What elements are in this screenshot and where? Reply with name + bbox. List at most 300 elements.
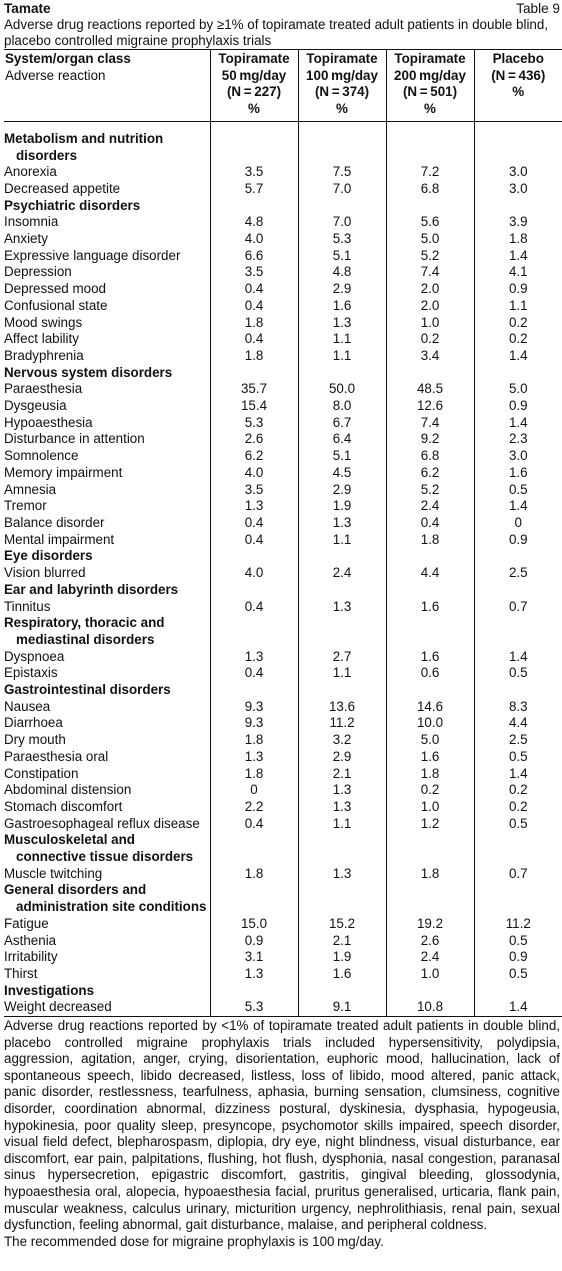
reaction-label: Vision blurred xyxy=(4,565,86,581)
empty-cell xyxy=(474,548,562,565)
value-cell: 1.0 xyxy=(386,315,474,332)
value-cell: 5.7 xyxy=(210,181,298,198)
value-cell: 0.4 xyxy=(210,532,298,549)
table-row xyxy=(4,649,562,666)
value-cell: 1.8 xyxy=(386,532,474,549)
value-cell: 6.2 xyxy=(210,448,298,465)
value-cell: 1.8 xyxy=(210,348,298,365)
value-cell: 2.5 xyxy=(474,565,562,582)
reaction-label: Amnesia xyxy=(4,481,57,497)
table-row xyxy=(4,933,562,950)
value-cell: 0.4 xyxy=(210,816,298,833)
empty-cell xyxy=(210,121,298,147)
page-header xyxy=(4,0,560,17)
table-row xyxy=(4,465,562,482)
value-cell: 0.2 xyxy=(474,782,562,799)
empty-cell xyxy=(298,849,386,866)
value-cell: 3.2 xyxy=(298,732,386,749)
value-cell: 1.4 xyxy=(474,649,562,666)
category-row xyxy=(4,582,562,599)
column-header-line: (N = 374) xyxy=(314,84,370,100)
empty-cell xyxy=(298,632,386,649)
table-row xyxy=(4,448,562,465)
value-cell: 1.8 xyxy=(210,732,298,749)
category-label: Nervous system disorders xyxy=(4,364,173,380)
reaction-label: Paraesthesia xyxy=(4,381,83,397)
dosage-note: The recommended dose for migraine prophylaxis is 100 mg/day. xyxy=(4,1233,384,1249)
reaction-label: Irritability xyxy=(4,949,58,965)
category-label: administration site conditions xyxy=(16,899,207,915)
table-row xyxy=(4,565,562,582)
value-cell: 1.3 xyxy=(210,966,298,983)
value-cell: 14.6 xyxy=(386,699,474,716)
empty-cell xyxy=(474,882,562,899)
value-cell: 19.2 xyxy=(386,916,474,933)
value-cell: 9.2 xyxy=(386,431,474,448)
value-cell: 4.0 xyxy=(210,465,298,482)
value-cell: 0 xyxy=(474,515,562,532)
category-label: Eye disorders xyxy=(4,548,93,564)
empty-cell xyxy=(210,198,298,215)
value-cell: 1.4 xyxy=(474,248,562,265)
value-cell: 1.1 xyxy=(298,532,386,549)
value-cell: 2.7 xyxy=(298,649,386,666)
value-cell: 5.3 xyxy=(210,999,298,1016)
empty-cell xyxy=(386,121,474,147)
value-cell: 1.3 xyxy=(298,782,386,799)
value-cell: 2.0 xyxy=(386,281,474,298)
value-cell: 4.8 xyxy=(298,264,386,281)
value-cell: 35.7 xyxy=(210,381,298,398)
value-cell: 0.9 xyxy=(474,532,562,549)
category-row xyxy=(4,615,562,632)
category-label: Musculoskeletal and xyxy=(4,832,135,848)
category-row xyxy=(4,983,562,1000)
empty-cell xyxy=(298,548,386,565)
value-cell: 1.8 xyxy=(386,766,474,783)
category-label: Metabolism and nutrition xyxy=(4,130,164,146)
value-cell: 1.3 xyxy=(298,315,386,332)
empty-cell xyxy=(298,198,386,215)
empty-cell xyxy=(474,198,562,215)
empty-cell xyxy=(386,548,474,565)
table-row xyxy=(4,715,562,732)
empty-cell xyxy=(386,615,474,632)
value-cell: 0.2 xyxy=(474,331,562,348)
column-header-line: (N = 501) xyxy=(402,84,458,100)
reaction-label: Thirst xyxy=(4,965,38,981)
value-cell: 8.0 xyxy=(298,398,386,415)
value-cell: 11.2 xyxy=(298,715,386,732)
value-cell: 3.5 xyxy=(210,482,298,499)
column-header-line: Topiramate xyxy=(218,51,290,66)
column-header-line: Placebo xyxy=(492,51,544,66)
value-cell: 1.6 xyxy=(386,749,474,766)
value-cell: 0.2 xyxy=(474,799,562,816)
empty-cell xyxy=(210,548,298,565)
value-cell: 4.0 xyxy=(210,231,298,248)
value-cell: 0.2 xyxy=(474,315,562,332)
table-row xyxy=(4,515,562,532)
reaction-label: Muscle twitching xyxy=(4,865,103,881)
product-title: Tamate xyxy=(4,1,51,16)
empty-cell xyxy=(474,148,562,165)
empty-cell xyxy=(474,582,562,599)
value-cell: 1.1 xyxy=(298,816,386,833)
reaction-label: Mental impairment xyxy=(4,531,115,547)
table-body xyxy=(4,121,562,1016)
empty-cell xyxy=(474,682,562,699)
value-cell: 1.4 xyxy=(474,415,562,432)
empty-cell xyxy=(298,899,386,916)
value-cell: 1.0 xyxy=(386,799,474,816)
reaction-label: Dysgeusia xyxy=(4,398,67,414)
empty-cell xyxy=(298,365,386,382)
empty-cell xyxy=(474,983,562,1000)
category-row xyxy=(4,365,562,382)
column-header-line: 200 mg/day xyxy=(394,67,466,83)
value-cell: 1.6 xyxy=(474,465,562,482)
value-cell: 0.7 xyxy=(474,866,562,883)
value-cell: 2.6 xyxy=(210,431,298,448)
value-cell: 7.0 xyxy=(298,181,386,198)
reaction-label: Tremor xyxy=(4,498,47,514)
table-row xyxy=(4,264,562,281)
value-cell: 3.5 xyxy=(210,164,298,181)
value-cell: 4.5 xyxy=(298,465,386,482)
value-cell: 13.6 xyxy=(298,699,386,716)
empty-cell xyxy=(210,983,298,1000)
reaction-label: Tinnitus xyxy=(4,598,51,614)
empty-cell xyxy=(210,582,298,599)
empty-cell xyxy=(474,121,562,147)
value-cell: 0.4 xyxy=(210,665,298,682)
category-label: mediastinal disorders xyxy=(16,631,155,647)
empty-cell xyxy=(474,615,562,632)
empty-cell xyxy=(298,832,386,849)
column-header-class xyxy=(4,50,210,122)
table-row xyxy=(4,248,562,265)
value-cell: 0.4 xyxy=(210,515,298,532)
category-label: Psychiatric disorders xyxy=(4,197,141,213)
column-header-line: System/organ class xyxy=(5,51,131,66)
value-cell: 5.2 xyxy=(386,482,474,499)
column-header-line: 50 mg/day xyxy=(221,67,287,83)
category-label: disorders xyxy=(16,147,78,163)
reaction-label: Abdominal distension xyxy=(4,782,132,798)
reaction-label: Gastroesophageal reflux disease xyxy=(4,815,200,831)
reaction-label: Decreased appetite xyxy=(4,180,121,196)
table-row xyxy=(4,532,562,549)
table-row xyxy=(4,415,562,432)
table-row xyxy=(4,966,562,983)
empty-cell xyxy=(210,682,298,699)
column-header-line: (N = 436) xyxy=(491,67,546,83)
value-cell: 3.5 xyxy=(210,264,298,281)
empty-cell xyxy=(386,682,474,699)
value-cell: 5.6 xyxy=(386,214,474,231)
column-header-line: 100 mg/day xyxy=(306,67,378,83)
reaction-label: Stomach discomfort xyxy=(4,798,123,814)
category-label: Investigations xyxy=(4,982,95,998)
value-cell: 1.4 xyxy=(474,999,562,1016)
value-cell: 5.2 xyxy=(386,248,474,265)
empty-cell xyxy=(298,148,386,165)
empty-cell xyxy=(386,832,474,849)
reaction-label: Expressive language disorder xyxy=(4,247,181,263)
value-cell: 1.6 xyxy=(386,649,474,666)
value-cell: 1.4 xyxy=(474,498,562,515)
reaction-label: Dry mouth xyxy=(4,732,66,748)
value-cell: 1.3 xyxy=(298,515,386,532)
value-cell: 2.9 xyxy=(298,281,386,298)
category-row xyxy=(4,849,562,866)
value-cell: 0.4 xyxy=(210,331,298,348)
value-cell: 0.4 xyxy=(210,599,298,616)
value-cell: 7.4 xyxy=(386,415,474,432)
value-cell: 5.1 xyxy=(298,248,386,265)
value-cell: 50.0 xyxy=(298,381,386,398)
empty-cell xyxy=(386,198,474,215)
value-cell: 0.7 xyxy=(474,599,562,616)
value-cell: 11.2 xyxy=(474,916,562,933)
reaction-label: Disturbance in attention xyxy=(4,431,145,447)
category-label: connective tissue disorders xyxy=(16,849,194,865)
empty-cell xyxy=(210,882,298,899)
column-header-line: Adverse reaction xyxy=(5,67,106,83)
value-cell: 5.3 xyxy=(298,231,386,248)
reaction-label: Dyspnoea xyxy=(4,648,65,664)
value-cell: 2.1 xyxy=(298,766,386,783)
table-row xyxy=(4,231,562,248)
table-header-row xyxy=(4,50,562,122)
column-header-line: % xyxy=(424,101,436,117)
category-row xyxy=(4,148,562,165)
table-row xyxy=(4,816,562,833)
reaction-label: Epistaxis xyxy=(4,665,58,681)
category-row xyxy=(4,682,562,699)
value-cell: 7.0 xyxy=(298,214,386,231)
table-row xyxy=(4,949,562,966)
table-row xyxy=(4,331,562,348)
value-cell: 0 xyxy=(210,782,298,799)
empty-cell xyxy=(298,983,386,1000)
reaction-label: Somnolence xyxy=(4,448,79,464)
value-cell: 2.4 xyxy=(386,949,474,966)
empty-cell xyxy=(386,365,474,382)
empty-cell xyxy=(210,632,298,649)
value-cell: 0.9 xyxy=(474,949,562,966)
value-cell: 4.1 xyxy=(474,264,562,281)
value-cell: 2.4 xyxy=(298,565,386,582)
reaction-label: Anxiety xyxy=(4,231,48,247)
table-footnote: Adverse drug reactions reported by <1% of topiramate treated adult patients in double blind, placebo controlled migraine prophylaxis trials included hypersensitivity, polydipsia, aggression, agitation, anger, crying, disorientation, euphoric mood, hallucination, lack of spontaneous speech, libido decreased, listless, loss of libido, mood altered, panic attack, panic disorder, restlessness, tearfulness, aphasia, burning sensation, clumsiness, cognitive disorder, coordination abnormal, dizziness postural, dyskinesia, dysphasia, hypogeusia, hypokinesia, poor quality sleep, presyncope, psychomotor skills impaired, speech disorder, visual field defect, blepharospasm, diplopia, dry eye, night blindness, visual disturbance, ear discomfort, ear pain, palpitations, flushing, hot flush, dysphonia, nasal congestion, paranasal sinus hypersecretion, epigastric discomfort, gastritis, gingival bleeding, glossodynia, hypoaesthesia oral, alopecia, hypoaesthesia facial, pruritus generalised, urticaria, flank pain, muscular weakness, calculus urinary, micturition urgency, nephrolithiasis, renal pain, sexual dysfunction, feeling abnormal, gait disturbance, malaise, and peripheral coldness. xyxy=(4,1018,560,1233)
table-row xyxy=(4,916,562,933)
empty-cell xyxy=(386,882,474,899)
table-row xyxy=(4,164,562,181)
value-cell: 6.7 xyxy=(298,415,386,432)
value-cell: 9.1 xyxy=(298,999,386,1016)
value-cell: 6.6 xyxy=(210,248,298,265)
table-row xyxy=(4,348,562,365)
reaction-label: Diarrhoea xyxy=(4,715,63,731)
column-header-200mg xyxy=(386,50,474,122)
category-row xyxy=(4,121,562,147)
category-row xyxy=(4,832,562,849)
value-cell: 2.0 xyxy=(386,298,474,315)
column-header-line: Topiramate xyxy=(306,51,378,66)
reaction-label: Paraesthesia oral xyxy=(4,748,109,764)
empty-cell xyxy=(210,849,298,866)
value-cell: 1.3 xyxy=(210,749,298,766)
table-row xyxy=(4,999,562,1016)
category-row xyxy=(4,882,562,899)
value-cell: 1.1 xyxy=(474,298,562,315)
category-row xyxy=(4,198,562,215)
column-header-line: % xyxy=(512,84,525,100)
category-label: Respiratory, thoracic and xyxy=(4,615,165,631)
value-cell: 48.5 xyxy=(386,381,474,398)
value-cell: 15.0 xyxy=(210,916,298,933)
value-cell: 2.9 xyxy=(298,482,386,499)
empty-cell xyxy=(298,121,386,147)
value-cell: 5.0 xyxy=(474,381,562,398)
table-row xyxy=(4,181,562,198)
value-cell: 0.2 xyxy=(386,331,474,348)
value-cell: 8.3 xyxy=(474,699,562,716)
value-cell: 0.5 xyxy=(474,749,562,766)
value-cell: 5.0 xyxy=(386,732,474,749)
value-cell: 5.1 xyxy=(298,448,386,465)
column-header-line: Topiramate xyxy=(394,51,466,66)
table-row xyxy=(4,599,562,616)
reaction-label: Balance disorder xyxy=(4,514,105,530)
table-row xyxy=(4,281,562,298)
value-cell: 0.4 xyxy=(386,515,474,532)
value-cell: 0.9 xyxy=(474,398,562,415)
reaction-label: Nausea xyxy=(4,698,51,714)
table-row xyxy=(4,315,562,332)
empty-cell xyxy=(298,882,386,899)
value-cell: 1.1 xyxy=(298,665,386,682)
value-cell: 0.5 xyxy=(474,816,562,833)
empty-cell xyxy=(474,832,562,849)
table-row xyxy=(4,498,562,515)
table-row xyxy=(4,766,562,783)
reaction-label: Affect lability xyxy=(4,331,79,347)
value-cell: 2.9 xyxy=(298,749,386,766)
empty-cell xyxy=(474,632,562,649)
value-cell: 2.5 xyxy=(474,732,562,749)
empty-cell xyxy=(298,582,386,599)
reaction-label: Insomnia xyxy=(4,214,59,230)
column-header-100mg xyxy=(298,50,386,122)
table-row xyxy=(4,699,562,716)
table-row xyxy=(4,732,562,749)
reaction-label: Constipation xyxy=(4,765,79,781)
empty-cell xyxy=(386,148,474,165)
empty-cell xyxy=(386,849,474,866)
value-cell: 4.0 xyxy=(210,565,298,582)
value-cell: 1.3 xyxy=(210,649,298,666)
value-cell: 15.4 xyxy=(210,398,298,415)
value-cell: 0.9 xyxy=(474,281,562,298)
value-cell: 5.3 xyxy=(210,415,298,432)
value-cell: 1.9 xyxy=(298,498,386,515)
value-cell: 5.0 xyxy=(386,231,474,248)
value-cell: 0.5 xyxy=(474,933,562,950)
reaction-label: Confusional state xyxy=(4,297,108,313)
value-cell: 1.6 xyxy=(386,599,474,616)
empty-cell xyxy=(386,983,474,1000)
value-cell: 1.1 xyxy=(298,348,386,365)
column-header-50mg xyxy=(210,50,298,122)
value-cell: 7.2 xyxy=(386,164,474,181)
value-cell: 1.6 xyxy=(298,966,386,983)
empty-cell xyxy=(210,832,298,849)
value-cell: 0.4 xyxy=(210,298,298,315)
value-cell: 9.3 xyxy=(210,715,298,732)
value-cell: 9.3 xyxy=(210,699,298,716)
value-cell: 1.3 xyxy=(298,866,386,883)
category-row xyxy=(4,548,562,565)
value-cell: 7.5 xyxy=(298,164,386,181)
table-row xyxy=(4,298,562,315)
empty-cell xyxy=(386,582,474,599)
empty-cell xyxy=(298,682,386,699)
value-cell: 6.2 xyxy=(386,465,474,482)
reaction-label: Asthenia xyxy=(4,932,57,948)
value-cell: 3.4 xyxy=(386,348,474,365)
category-label: General disorders and xyxy=(4,882,147,898)
table-row xyxy=(4,431,562,448)
reaction-label: Anorexia xyxy=(4,164,57,180)
empty-cell xyxy=(298,615,386,632)
value-cell: 0.5 xyxy=(474,665,562,682)
category-label: Gastrointestinal disorders xyxy=(4,682,171,698)
value-cell: 6.4 xyxy=(298,431,386,448)
value-cell: 1.8 xyxy=(386,866,474,883)
table-row xyxy=(4,482,562,499)
value-cell: 2.2 xyxy=(210,799,298,816)
table-row xyxy=(4,749,562,766)
empty-cell xyxy=(210,365,298,382)
adverse-reactions-table xyxy=(4,49,562,1017)
value-cell: 15.2 xyxy=(298,916,386,933)
reaction-label: Memory impairment xyxy=(4,464,123,480)
column-header-line: (N = 227) xyxy=(226,84,282,100)
category-label: Ear and labyrinth disorders xyxy=(4,581,179,597)
value-cell: 1.1 xyxy=(298,331,386,348)
reaction-label: Hypoaesthesia xyxy=(4,414,93,430)
table-row xyxy=(4,866,562,883)
value-cell: 0.6 xyxy=(386,665,474,682)
value-cell: 10.8 xyxy=(386,999,474,1016)
empty-cell xyxy=(474,849,562,866)
value-cell: 10.0 xyxy=(386,715,474,732)
table-row xyxy=(4,214,562,231)
value-cell: 4.4 xyxy=(474,715,562,732)
value-cell: 3.9 xyxy=(474,214,562,231)
value-cell: 1.3 xyxy=(210,498,298,515)
empty-cell xyxy=(210,899,298,916)
empty-cell xyxy=(474,899,562,916)
value-cell: 0.4 xyxy=(210,281,298,298)
reaction-label: Weight decreased xyxy=(4,999,112,1015)
table-row xyxy=(4,665,562,682)
empty-cell xyxy=(210,148,298,165)
empty-cell xyxy=(386,632,474,649)
